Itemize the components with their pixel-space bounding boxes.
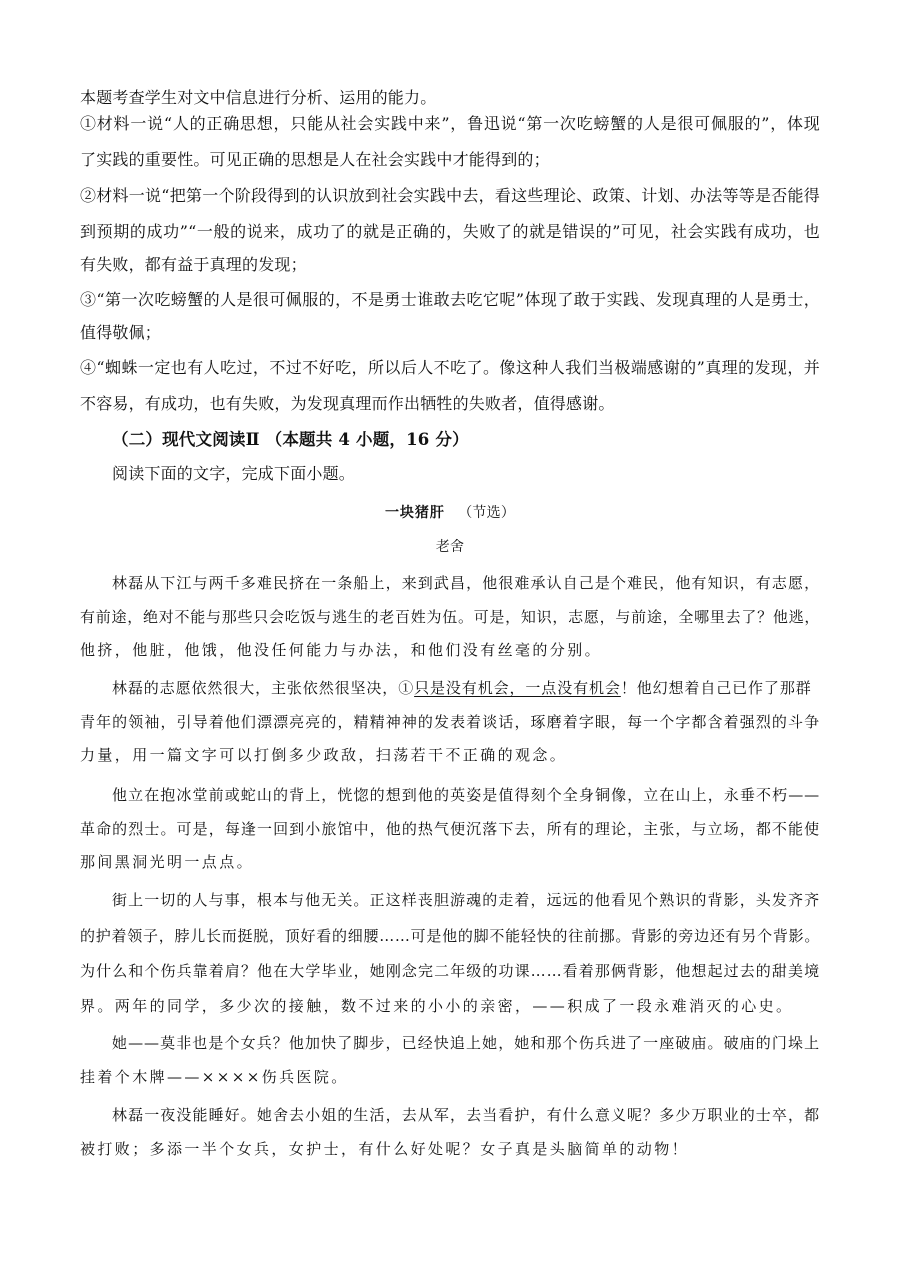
paragraph-5-line-1: 她——莫非也是个女兵？他加快了脚步，已经快追上她，她和那个伤兵进了一座破庙。破庙的门垛上 xyxy=(112,1034,820,1052)
analysis-point-1-line-1: ①材料一说“人的正确思想，只能从社会实践中来”，鲁迅说“第一次吃螃蟹的人是很可佩服的”，体现 xyxy=(80,114,820,133)
section-instruction: 阅读下面的文字，完成下面小题。 xyxy=(112,464,356,483)
analysis-point-1-line-2: 了实践的重要性。可见正确的思想是人在社会实践中才能得到的； xyxy=(80,150,550,169)
analysis-point-2-line-2: 到预期的成功”“一般的说来，成功了的就是正确的，失败了的就是错误的”可见，社会实践有成功，也 xyxy=(80,222,820,241)
paragraph-1-line-1: 林磊从下江与两千多难民挤在一条船上，来到武昌，他很难承认自己是个难民，他有知识，有志愿， xyxy=(112,574,820,592)
paragraph-2-line-1-end: ！他幻想着自己已作了那群 xyxy=(620,679,812,697)
paragraph-5-line-2: 挂着个木牌——××××伤兵医院。 xyxy=(80,1068,349,1086)
section-heading: （二）现代文阅读Ⅱ （本题共 4 小题，16 分） xyxy=(112,430,469,449)
analysis-point-2-line-1: ②材料一说“把第一个阶段得到的认识放到社会实践中去，看这些理论、政策、计划、办法等等是否能得 xyxy=(80,186,820,205)
paragraph-1-line-2: 有前途，绝对不能与那些只会吃饭与逃生的老百姓为伍。可是，知识，志愿，与前途，全哪里去了？他逃， xyxy=(80,608,820,626)
paragraph-4-line-2: 的护着领子，脖儿长而挺脱，顶好看的细腰……可是他的脚不能轻快的往前挪。背影的旁边还有另个背影。 xyxy=(80,927,820,945)
paragraph-1-line-3: 他挤，他脏，他饿，他没任何能力与办法，和他们没有丝毫的分别。 xyxy=(80,641,603,659)
underline-marker: ① xyxy=(398,679,415,697)
paragraph-3-line-3: 那间黑洞光明一点点。 xyxy=(80,853,255,871)
article-title-note: （节选） xyxy=(458,505,516,521)
analysis-point-4-line-2: 不容易，有成功，也有失败，为发现真理而作出牺牲的失败者，值得感谢。 xyxy=(80,394,615,413)
analysis-intro: 本题考查学生对文中信息进行分析、运用的能力。 xyxy=(80,88,437,107)
paragraph-6-line-1: 林磊一夜没能睡好。她舍去小姐的生活，去从军，去当看护，有什么意义呢？多少万职业的士卒，都 xyxy=(112,1106,820,1124)
paragraph-2-line-3: 力量，用一篇文字可以打倒多少政敌，扫荡若干不正确的观念。 xyxy=(80,746,568,764)
paragraph-2-line-2: 青年的领袖，引导着他们漂漂亮亮的，精精神神的发表着谈话，琢磨着字眼，每一个字都含着强烈的斗争 xyxy=(80,713,820,731)
article-title: 一块猪肝 xyxy=(384,505,445,521)
paragraph-4-line-4: 界。两年的同学，多少次的接触，数不过来的小小的亲密，——积成了一段永难消灭的心史。 xyxy=(80,997,794,1015)
paragraph-2-line-1-start: 林磊的志愿依然很大，主张依然很坚决， xyxy=(112,679,399,697)
paragraph-6-line-2: 被打败；多添一半个女兵，女护士，有什么好处呢？女子真是头脑简单的动物！ xyxy=(80,1140,690,1158)
analysis-point-4-line-1: ④“蜘蛛一定也有人吃过，不过不好吃，所以后人不吃了。像这种人我们当极端感谢的”真理的发现，并 xyxy=(80,358,820,377)
paragraph-2-line-1 xyxy=(112,678,820,698)
paragraph-4-line-1: 街上一切的人与事，根本与他无关。正这样丧胆游魂的走着，远远的他看见个熟识的背影，头发齐齐 xyxy=(112,891,820,909)
article-author: 老舍 xyxy=(435,539,465,555)
analysis-point-2-line-3: 有失败，都有益于真理的发现； xyxy=(80,255,307,274)
article-title-row xyxy=(0,502,900,523)
paragraph-3-line-1: 他立在抱冰堂前或蛇山的背上，恍惚的想到他的英姿是值得刻个全身铜像，立在山上，永垂不朽—— xyxy=(112,786,820,804)
paragraph-4-line-3: 为什么和个伤兵靠着肩？他在大学毕业，她刚念完二年级的功课……看着那俩背影，他想起过去的甜美境 xyxy=(80,962,820,980)
paragraph-3-line-2: 革命的烈士。可是，每逢一回到小旅馆中，他的热气便沉落下去，所有的理论，主张，与立场，都不能使 xyxy=(80,820,820,838)
analysis-point-3-line-1: ③“第一次吃螃蟹的人是很可佩服的，不是勇士谁敢去吃它呢”体现了敢于实践、发现真理的人是勇士， xyxy=(80,290,820,309)
underlined-sentence: 只是没有机会，一点没有机会 xyxy=(414,679,621,697)
analysis-point-3-line-2: 值得敬佩； xyxy=(80,323,162,342)
